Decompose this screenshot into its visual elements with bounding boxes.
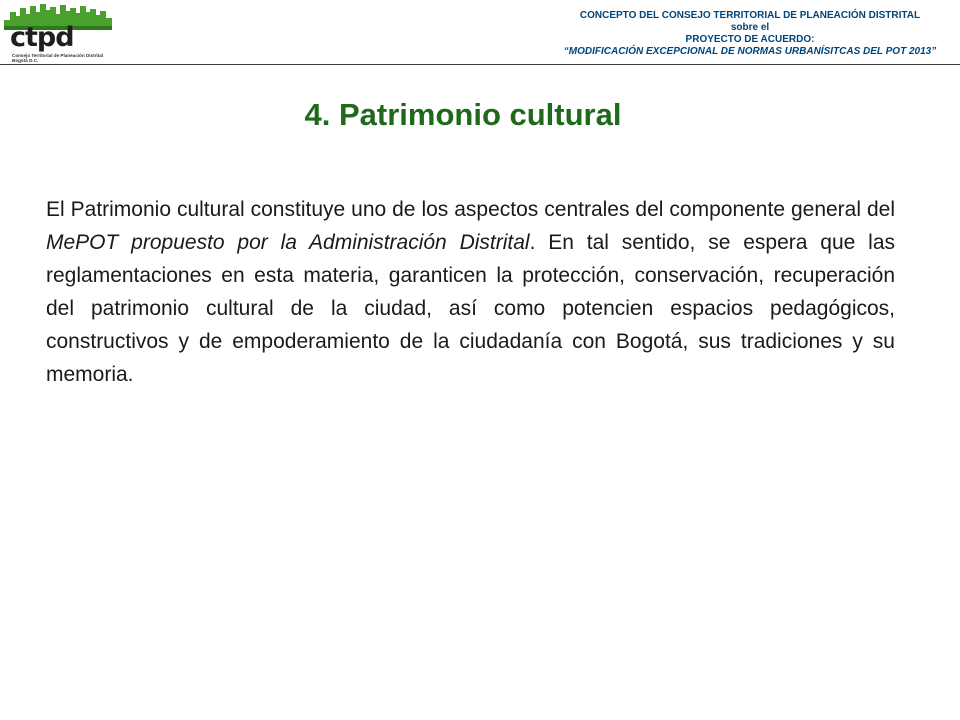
header-divider bbox=[0, 64, 960, 65]
ctpd-logo bbox=[4, 2, 112, 64]
header-line-2: sobre el bbox=[730, 22, 770, 33]
document-header bbox=[520, 10, 960, 58]
paragraph-part-1: El Patrimonio cultural constituye uno de los aspectos centrales del componente general del bbox=[46, 198, 895, 221]
paragraph-italic-part: MePOT propuesto por la Administración Distrital bbox=[46, 231, 530, 254]
body-paragraph bbox=[46, 193, 895, 391]
header-line-3: PROYECTO DE ACUERDO: bbox=[685, 34, 815, 45]
paragraph-part-3: . En tal sentido, se espera que las reglamentaciones en esta materia, garanticen la protección, conservación, recuperación del patrimonio cultural de la ciudad, así como potencien espacios pedagógicos, constructivos y de empoderamiento de la ciudadanía con Bogotá, sus tradiciones y su memoria. bbox=[46, 231, 895, 386]
section-title: 4. Patrimonio cultural bbox=[304, 97, 622, 132]
header-line-4: “MODIFICACIÓN EXCEPCIONAL DE NORMAS URBANÍSITCAS DEL POT 2013” bbox=[563, 46, 937, 57]
logo-subtitle: Consejo Territorial de Planeación Distrital Bogotá D.C. bbox=[12, 53, 104, 63]
logo-wordmark: ctpd bbox=[10, 22, 74, 53]
header-line-1: CONCEPTO DEL CONSEJO TERRITORIAL DE PLANEACIÓN DISTRITAL bbox=[579, 10, 921, 21]
